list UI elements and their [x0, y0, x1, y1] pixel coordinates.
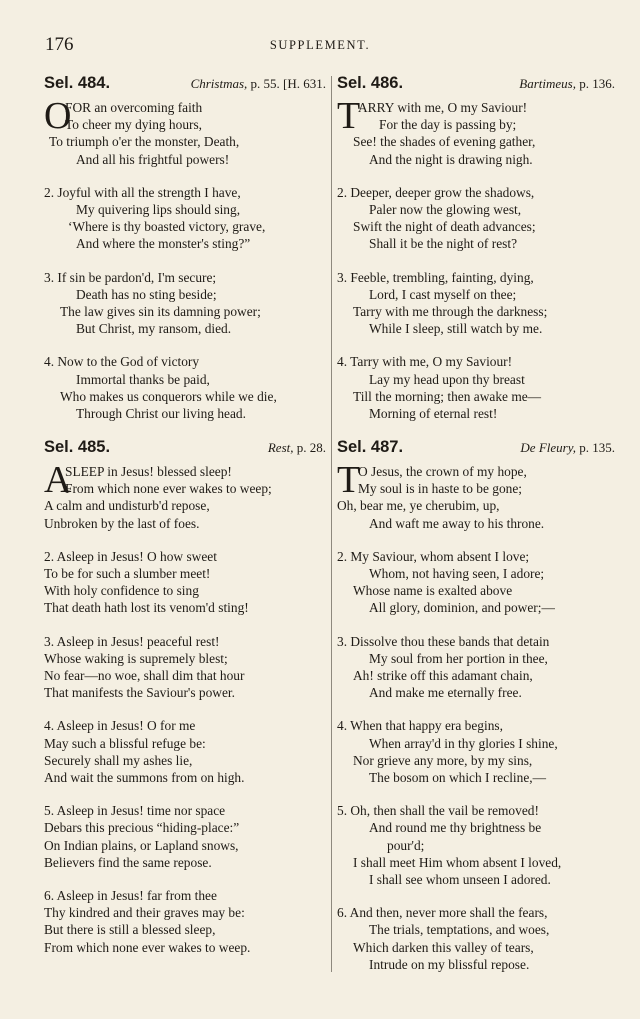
- verse-line: That manifests the Saviour's power.: [44, 685, 235, 701]
- stanza: [44, 95, 326, 168]
- hymn-485: [44, 438, 326, 956]
- verse-line: To triumph o'er the monster, Death,: [49, 134, 240, 150]
- verse-line: 4. Asleep in Jesus! O for me: [44, 718, 196, 734]
- right-column: [337, 74, 615, 989]
- verse-line: Through Christ our living head.: [76, 406, 246, 422]
- stanza: [44, 184, 326, 253]
- verse-line: Whom, not having seen, I adore;: [369, 566, 545, 582]
- drop-cap: A: [44, 459, 72, 501]
- verse-line: 4. When that happy era begins,: [337, 718, 503, 734]
- verse-line: The law gives sin its damning power;: [60, 304, 261, 320]
- tune-page: p. 135.: [576, 440, 615, 455]
- stanza: [44, 548, 326, 617]
- stanza: [337, 459, 615, 532]
- tune-page: p. 136.: [576, 76, 615, 91]
- selection-number: Sel. 484.: [44, 74, 111, 92]
- verse-line: My soul is in haste to be gone;: [358, 481, 523, 497]
- verse-line: Oh, bear me, ye cherubim, up,: [337, 498, 500, 514]
- page-number: 176: [45, 34, 74, 55]
- verse-line: And where the monster's sting?”: [76, 236, 251, 252]
- verse-line: 3. If sin be pardon'd, I'm secure;: [44, 269, 217, 285]
- verse-line: Securely shall my ashes lie,: [44, 752, 193, 768]
- stanza: [337, 633, 615, 702]
- stanza: [44, 802, 326, 871]
- verse-line: And wait the summons from on high.: [44, 770, 245, 786]
- verse-line: I shall meet Him whom absent I loved,: [353, 854, 562, 870]
- stanza: [337, 184, 615, 253]
- verse-line: Lay my head upon thy breast: [369, 371, 525, 387]
- verse-line: 2. Joyful with all the strength I have,: [44, 184, 241, 200]
- stanza: [337, 802, 615, 888]
- verse-line: And round me thy brightness be: [369, 820, 542, 836]
- verse-line: Believers find the same repose.: [44, 854, 212, 870]
- verse-line: Whose name is exalted above: [353, 583, 513, 599]
- stanza: [337, 95, 615, 168]
- verse-line: Ah! strike off this adamant chain,: [353, 668, 533, 684]
- verse-line: The bosom on which I recline,—: [369, 770, 547, 786]
- tune-name: Christmas,: [190, 76, 248, 91]
- selection-number: Sel. 486.: [337, 74, 404, 92]
- tune-page: p. 28.: [293, 440, 326, 455]
- verse-line: ‘Where is thy boasted victory, grave,: [68, 219, 266, 235]
- verse-line: Nor grieve any more, by my sins,: [353, 752, 533, 768]
- verse-line: But there is still a blessed sleep,: [44, 922, 216, 938]
- drop-cap: T: [337, 95, 361, 137]
- stanza: [44, 353, 326, 422]
- stanza: [44, 633, 326, 702]
- verse-line: To cheer my dying hours,: [65, 117, 203, 133]
- verse-line: And all his frightful powers!: [76, 151, 230, 167]
- hymn-486: [337, 74, 615, 438]
- verse-line: From which none ever wakes to weep.: [44, 939, 251, 955]
- running-head: SUPPLEMENT.: [269, 38, 371, 52]
- tune-name: De Fleury,: [520, 440, 576, 455]
- hymn-487: [337, 438, 615, 973]
- verse-line: I shall see whom unseen I adored.: [369, 872, 551, 888]
- verse-line: On Indian plains, or Lapland snows,: [44, 837, 239, 853]
- verse-line: Tarry with me through the darkness;: [353, 304, 548, 320]
- verse-line: 5. Asleep in Jesus! time nor space: [44, 803, 226, 819]
- verse-line: Shall it be the night of rest?: [369, 236, 518, 252]
- verse-line: 2. Deeper, deeper grow the shadows,: [337, 184, 535, 200]
- verse-line: Morning of eternal rest!: [369, 406, 498, 422]
- tune-page: p. 55. [H. 631.: [247, 76, 326, 91]
- tune-name: Rest,: [267, 440, 294, 455]
- verse-line: While I sleep, still watch by me.: [369, 321, 543, 337]
- verse-line: That death hath lost its venom'd sting!: [44, 600, 249, 616]
- verse-line: Immortal thanks be paid,: [76, 371, 210, 387]
- selection-number: Sel. 485.: [44, 438, 111, 456]
- verse-line: My quivering lips should sing,: [76, 202, 241, 218]
- stanza: [337, 269, 615, 338]
- verse-line: The trials, temptations, and woes,: [369, 922, 550, 938]
- verse-line: See! the shades of evening gather,: [353, 134, 536, 150]
- verse-line: Debars this precious “hiding-place:”: [44, 820, 240, 836]
- verse-line: A calm and undisturb'd repose,: [44, 498, 210, 514]
- left-column: [44, 74, 326, 972]
- verse-line: Unbroken by the last of foes.: [44, 515, 200, 531]
- verse-line: Thy kindred and their graves may be:: [44, 905, 245, 921]
- tune-name: Bartimeus,: [519, 76, 576, 91]
- verse-line: Paler now the glowing west,: [369, 202, 522, 218]
- verse-line: O Jesus, the crown of my hope,: [358, 464, 527, 479]
- stanza: [44, 717, 326, 786]
- tune-reference: [191, 76, 326, 92]
- page-header: [0, 34, 640, 56]
- stanza: [337, 717, 615, 786]
- verse-line: From which none ever wakes to weep;: [65, 481, 272, 497]
- verse-line: 4. Tarry with me, O my Saviour!: [337, 354, 513, 370]
- verse-line: pour'd;: [387, 837, 425, 853]
- column-divider: [331, 76, 332, 972]
- verse-line: FOR an overcoming faith: [65, 100, 203, 115]
- verse-line: SLEEP in Jesus! blessed sleep!: [65, 464, 232, 479]
- verse-line: 5. Oh, then shall the vail be removed!: [337, 803, 539, 819]
- stanza: [337, 353, 615, 422]
- verse-line: With holy confidence to sing: [44, 583, 199, 599]
- verse-line: May such a blissful refuge be:: [44, 735, 206, 751]
- verse-line: And waft me away to his throne.: [369, 515, 545, 531]
- selection-number: Sel. 487.: [337, 438, 404, 456]
- verse-line: 6. And then, never more shall the fears,: [337, 905, 548, 921]
- tune-reference: [268, 440, 326, 456]
- verse-line: 3. Feeble, trembling, fainting, dying,: [337, 269, 534, 285]
- verse-line: ARRY with me, O my Saviour!: [358, 100, 528, 115]
- verse-line: Whose waking is supremely blest;: [44, 650, 228, 666]
- verse-line: 2. Asleep in Jesus! O how sweet: [44, 548, 217, 564]
- verse-line: And the night is drawing nigh.: [369, 151, 533, 167]
- verse-line: 2. My Saviour, whom absent I love;: [337, 548, 530, 564]
- drop-cap: O: [44, 95, 72, 137]
- stanza: [44, 887, 326, 956]
- stanza: [44, 459, 326, 532]
- stanza: [337, 548, 615, 617]
- verse-line: 3. Dissolve thou these bands that detain: [337, 633, 550, 649]
- hymn-heading: [337, 74, 615, 96]
- verse-line: For the day is passing by;: [379, 117, 517, 133]
- verse-line: And make me eternally free.: [369, 685, 522, 701]
- verse-line: Who makes us conquerors while we die,: [60, 388, 277, 404]
- verse-line: Intrude on my blissful repose.: [369, 956, 530, 972]
- verse-line: My soul from her portion in thee,: [369, 650, 548, 666]
- verse-line: To be for such a slumber meet!: [44, 566, 211, 582]
- verse-line: 3. Asleep in Jesus! peaceful rest!: [44, 633, 220, 649]
- verse-line: Death has no sting beside;: [76, 286, 217, 302]
- verse-line: But Christ, my ransom, died.: [76, 321, 232, 337]
- tune-reference: [519, 76, 615, 92]
- hymn-heading: [337, 438, 615, 460]
- hymn-heading: [44, 438, 326, 460]
- verse-line: Which darken this valley of tears,: [353, 939, 534, 955]
- verse-line: 6. Asleep in Jesus! far from thee: [44, 888, 217, 904]
- verse-line: When array'd in thy glories I shine,: [369, 735, 558, 751]
- verse-line: Lord, I cast myself on thee;: [369, 286, 517, 302]
- drop-cap: T: [337, 459, 361, 501]
- hymn-heading: [44, 74, 326, 96]
- verse-line: 4. Now to the God of victory: [44, 354, 200, 370]
- verse-line: Till the morning; then awake me—: [353, 388, 542, 404]
- stanza: [44, 269, 326, 338]
- verse-line: All glory, dominion, and power;—: [369, 600, 555, 616]
- hymn-484: [44, 74, 326, 438]
- verse-line: Swift the night of death advances;: [353, 219, 536, 235]
- stanza: [337, 904, 615, 973]
- tune-reference: [520, 440, 615, 456]
- verse-line: No fear—no woe, shall dim that hour: [44, 668, 245, 684]
